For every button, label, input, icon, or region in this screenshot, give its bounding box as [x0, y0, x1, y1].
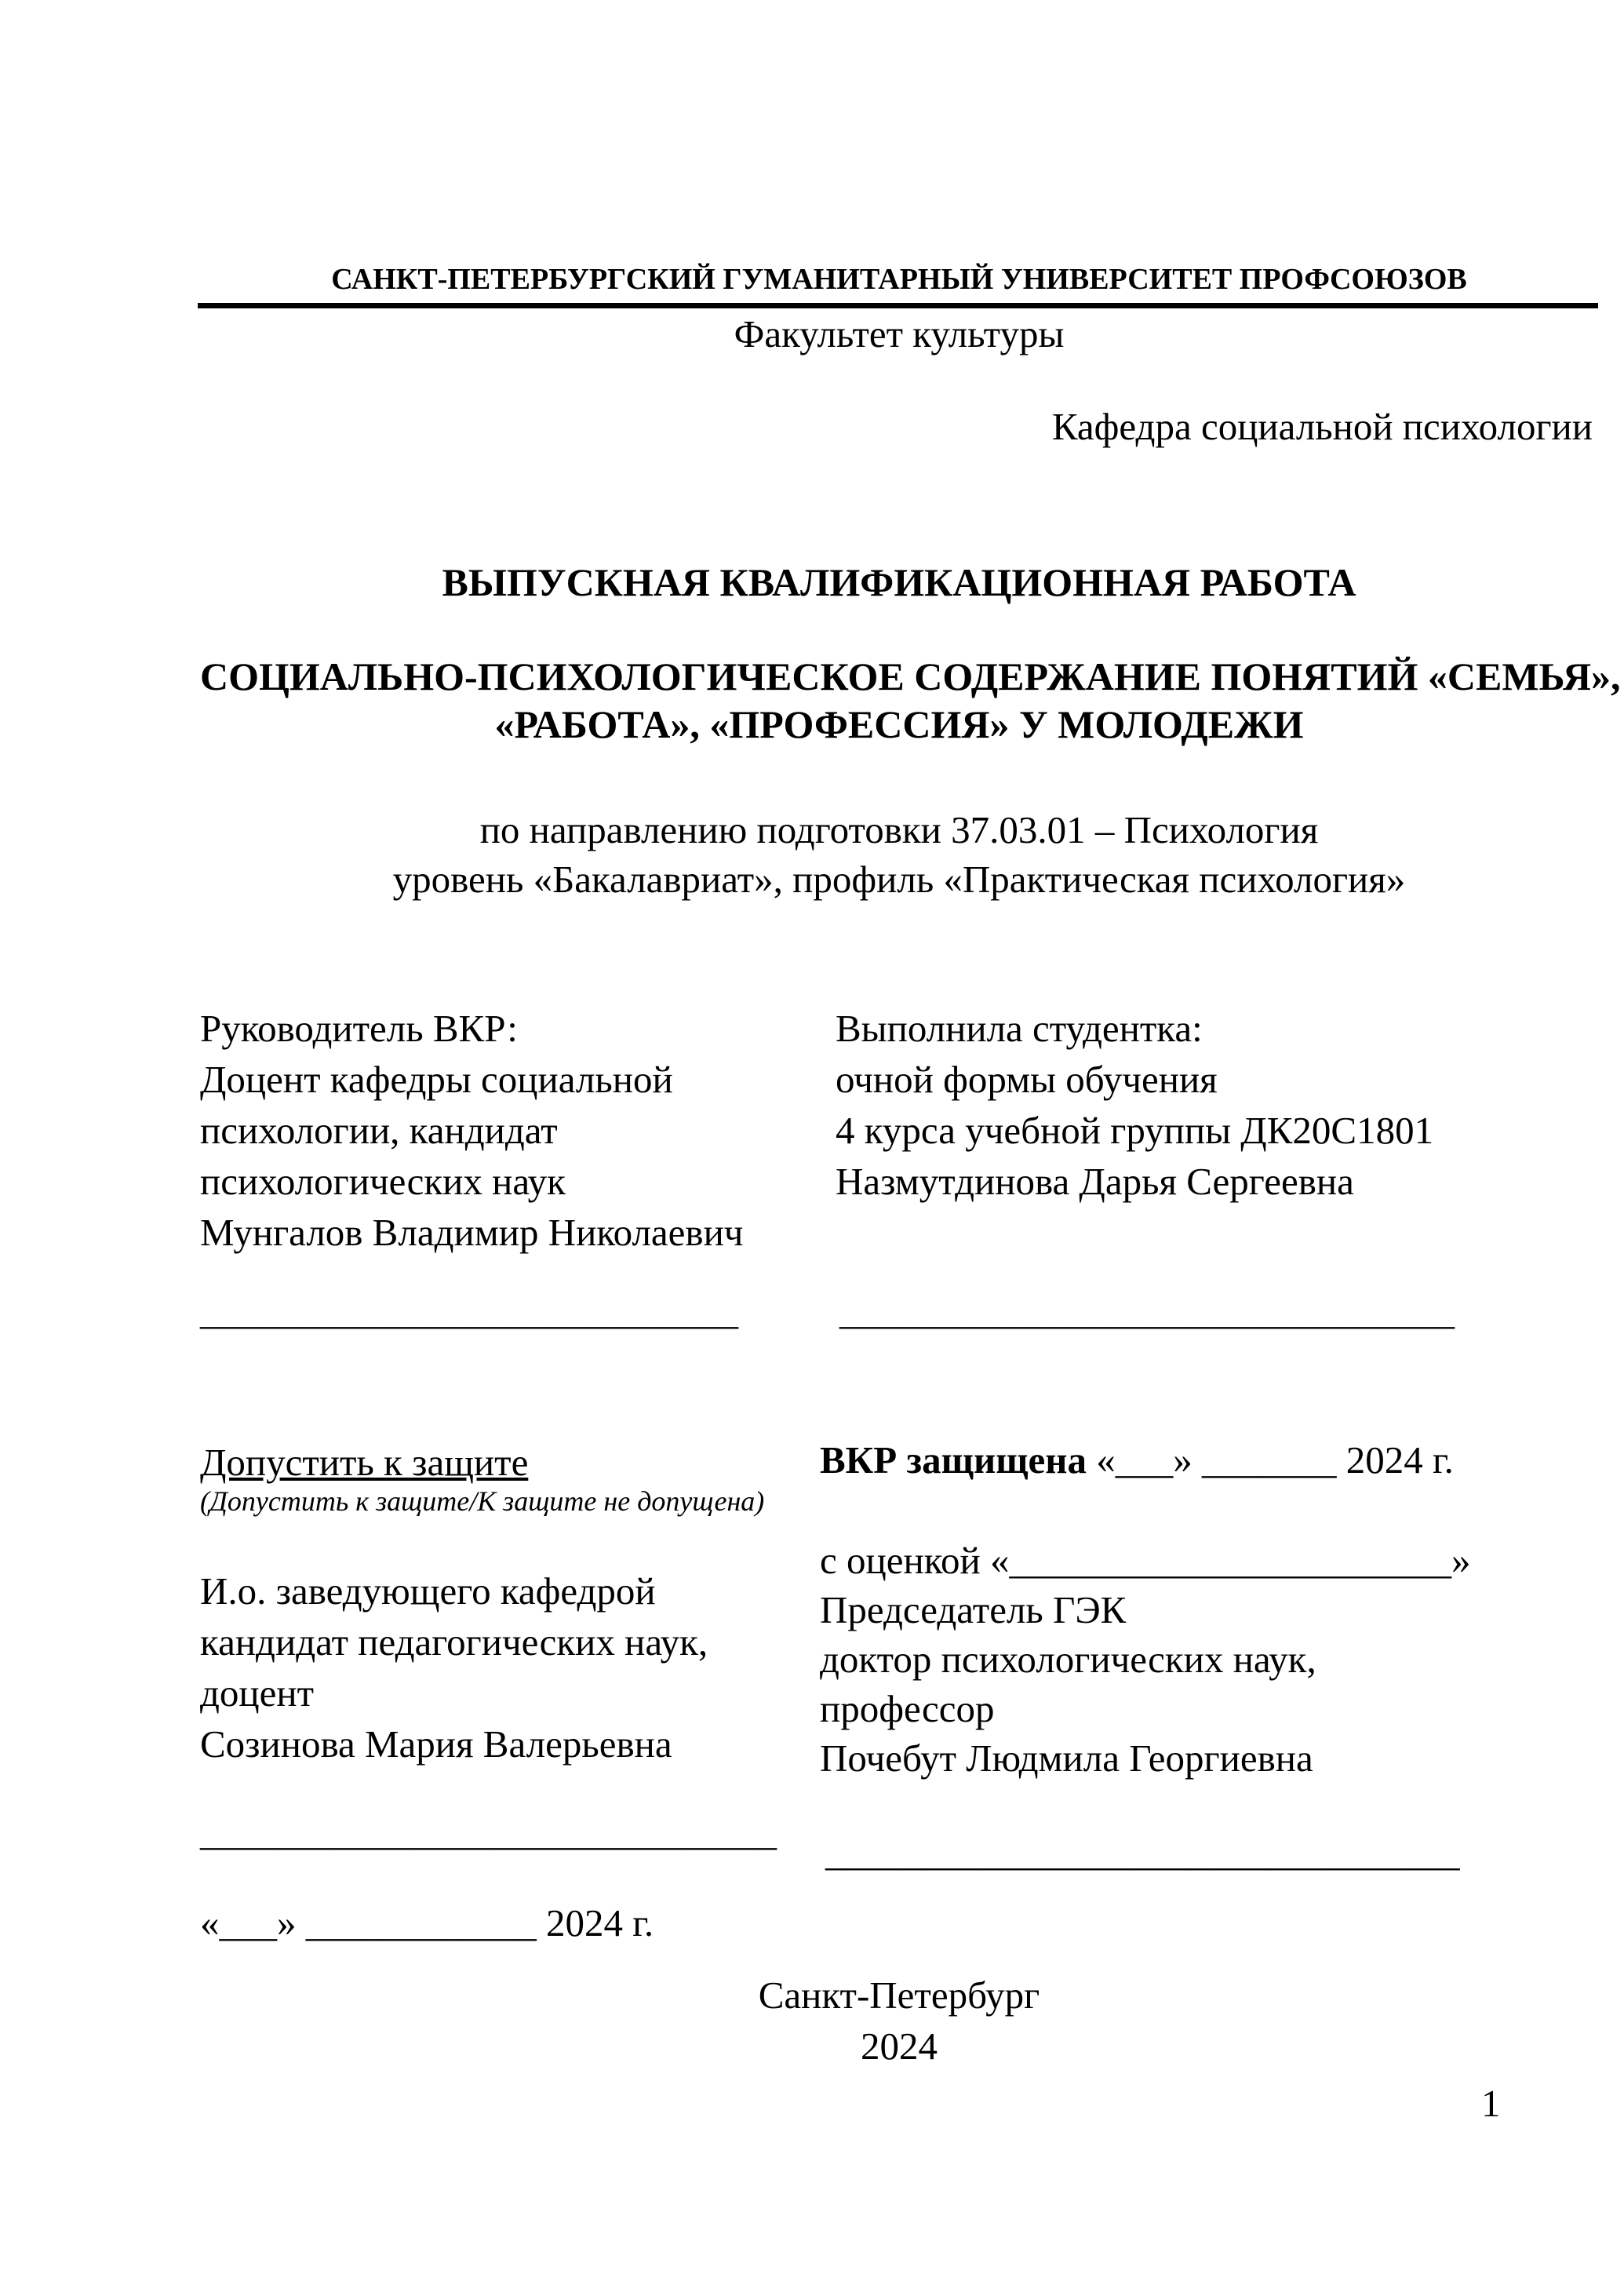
student-block — [836, 1003, 1433, 1207]
defense-signature-line: _________________________________ — [825, 1831, 1460, 1874]
supervisor-block — [200, 1003, 743, 1258]
admission-line: доцент — [200, 1671, 315, 1715]
supervisor-label: Руководитель ВКР: — [200, 1007, 518, 1050]
department-name: Кафедра социальной психологии — [1051, 405, 1593, 448]
level-profile-line: уровень «Бакалавриат», профиль «Практическая психология» — [392, 858, 1406, 901]
admission-line: И.о. заведующего кафедрой — [200, 1569, 656, 1613]
supervisor-line: психологических наук — [200, 1160, 566, 1203]
student-label: Выполнила студентка: — [836, 1007, 1203, 1050]
student-name: Назмутдинова Дарья Сергеевна — [836, 1160, 1354, 1203]
thesis-title-line2: «РАБОТА», «ПРОФЕССИЯ» У МОЛОДЕЖИ — [494, 702, 1304, 746]
admission-block — [200, 1565, 708, 1769]
defense-defended-line — [820, 1438, 1454, 1481]
defense-line: Председатель ГЭК — [820, 1588, 1127, 1631]
student-signature-line: ________________________________ — [839, 1289, 1455, 1332]
supervisor-line: Доцент кафедры социальной — [200, 1058, 673, 1101]
student-line: 4 курса учебной группы ДК20С1801 — [836, 1109, 1434, 1152]
thesis-title — [200, 653, 1621, 749]
admission-date-line: «___» ____________ 2024 г. — [200, 1901, 654, 1944]
defense-defended-label: ВКР защищена — [820, 1438, 1087, 1481]
program-line: по направлению подготовки 37.03.01 – Психология — [479, 808, 1319, 851]
footer-city: Санкт-Петербург — [758, 1973, 1040, 2017]
university-name: САНКТ-ПЕТЕРБУРГСКИЙ ГУМАНИТАРНЫЙ УНИВЕРСИТЕТ ПРОФСОЮЗОВ — [331, 263, 1467, 296]
footer-year: 2024 — [861, 2024, 938, 2068]
defense-chair-name: Почебут Людмила Георгиевна — [820, 1737, 1313, 1780]
header-rule — [198, 303, 1598, 308]
admission-line: кандидат педагогических наук, — [200, 1620, 708, 1664]
supervisor-line: психологии, кандидат — [200, 1109, 558, 1152]
supervisor-signature-line: ____________________________ — [200, 1289, 738, 1332]
defense-grade-line: с оценкой «_______________________» — [820, 1539, 1471, 1582]
defense-defended-date-blanks: «___» _______ 2024 г. — [1087, 1438, 1454, 1481]
supervisor-name: Мунгалов Владимир Николаевич — [200, 1211, 744, 1254]
work-type-heading: ВЫПУСКНАЯ КВАЛИФИКАЦИОННАЯ РАБОТА — [442, 560, 1356, 604]
admission-approver-name: Созинова Мария Валерьевна — [200, 1722, 672, 1766]
defense-line: профессор — [820, 1687, 995, 1730]
admission-note: (Допустить к защите/К защите не допущена) — [200, 1485, 765, 1517]
thesis-title-line1: СОЦИАЛЬНО-ПСИХОЛОГИЧЕСКОЕ СОДЕРЖАНИЕ ПОНЯТИЙ «СЕМЬЯ», — [200, 654, 1621, 698]
student-line: очной формы обучения — [836, 1058, 1218, 1101]
admission-signature-line: ______________________________ — [200, 1810, 777, 1853]
defense-block — [820, 1536, 1470, 1783]
admission-heading: Допустить к защите — [200, 1441, 529, 1484]
page-number: 1 — [1481, 2082, 1501, 2125]
faculty-name: Факультет культуры — [734, 312, 1065, 355]
defense-line: доктор психологических наук, — [820, 1638, 1316, 1681]
